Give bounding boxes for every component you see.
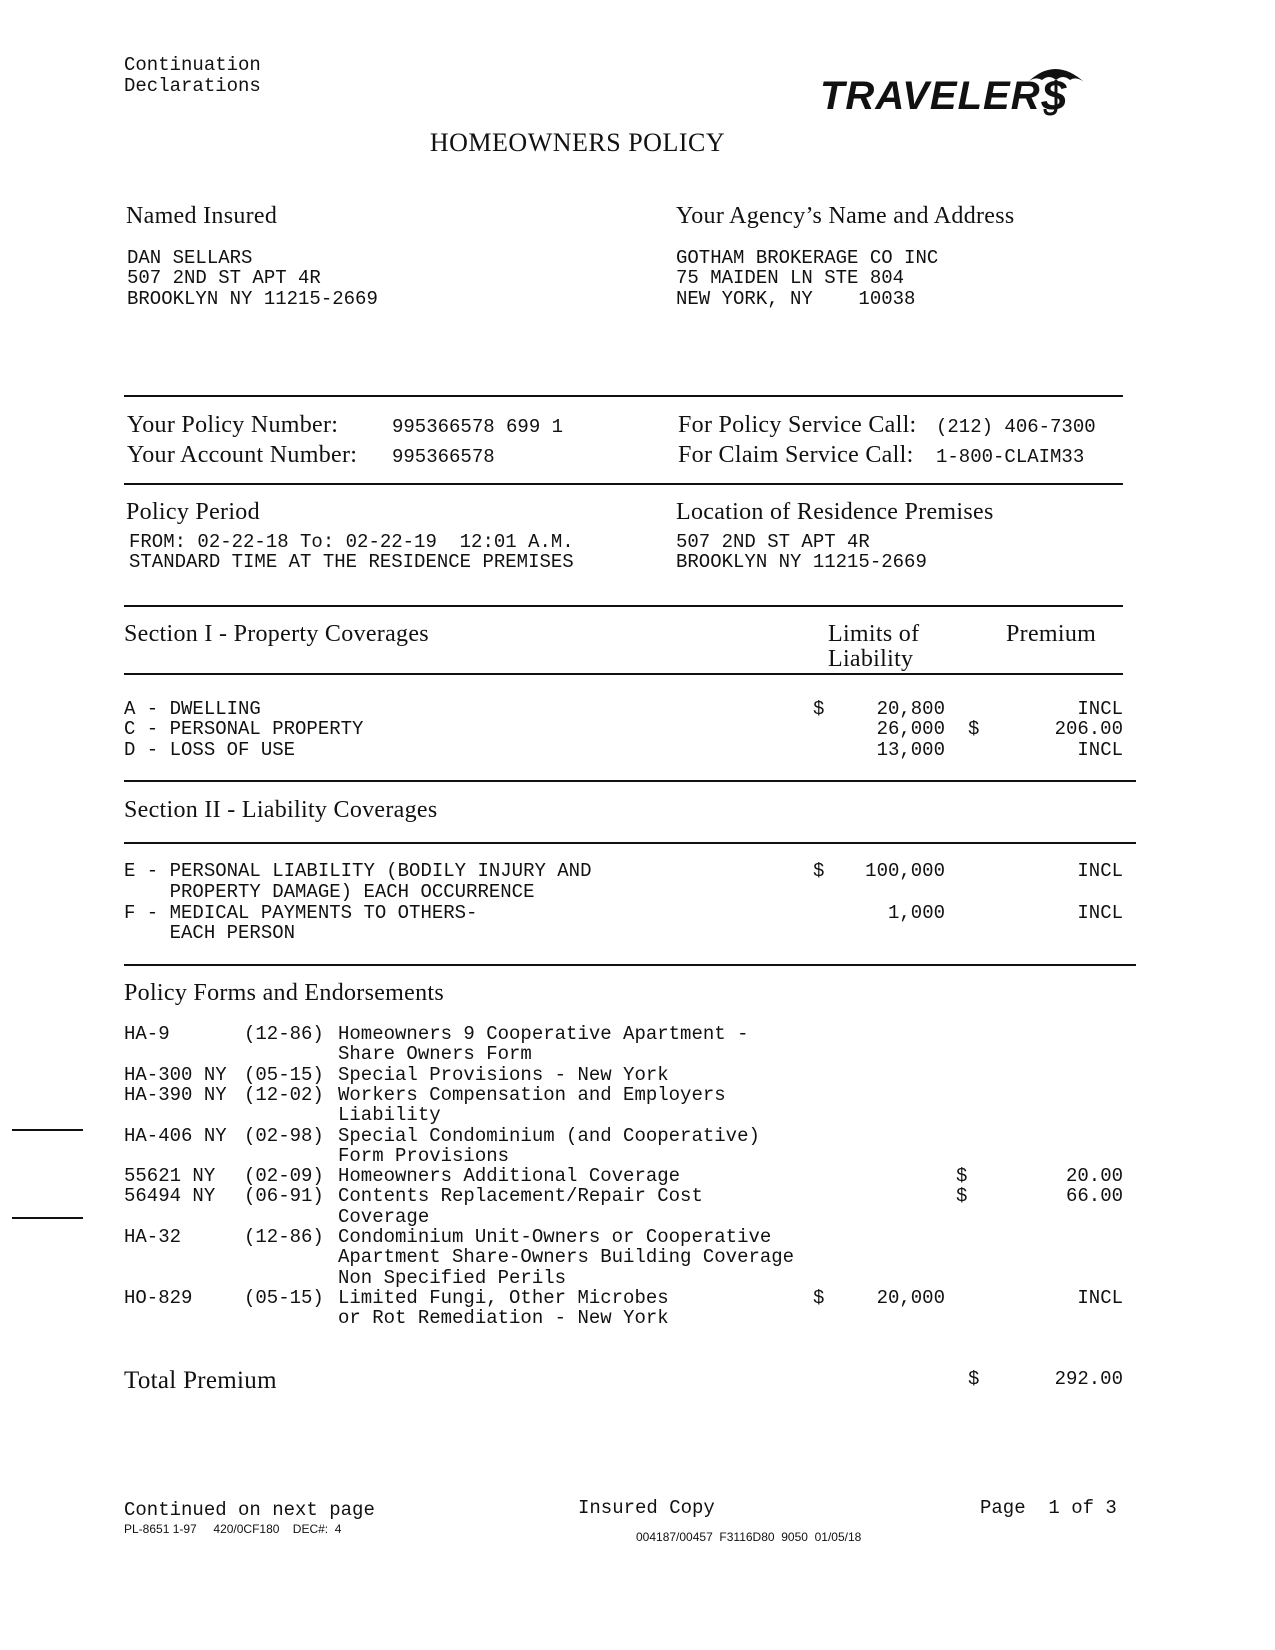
named-insured-label: Named Insured: [126, 203, 278, 229]
coverage-desc: A - DWELLING: [124, 698, 261, 720]
limit-dollar-sign: $: [813, 860, 825, 882]
agency-address-1: 75 MAIDEN LN STE 804: [676, 267, 905, 289]
account-number-label: Your Account Number:: [127, 442, 358, 468]
coverage-desc: E - PERSONAL LIABILITY (BODILY INJURY AND: [124, 860, 592, 882]
total-premium-amount: 292.00: [1054, 1368, 1123, 1390]
section2-title: Section II - Liability Coverages: [124, 797, 438, 823]
form-premium: 20.00: [1065, 1165, 1123, 1188]
form-description: Homeowners Additional Coverage: [338, 1165, 681, 1188]
coverage-premium: 206.00: [1054, 718, 1123, 740]
coverage-limit: 20,800: [876, 698, 945, 720]
divider: [124, 605, 1123, 607]
divider: [124, 780, 1136, 782]
brand-wordmark: TRAVELERS: [820, 74, 1069, 118]
section1-title: Section I - Property Coverages: [124, 621, 429, 647]
form-number: HA-32: [124, 1226, 182, 1248]
coverage-desc: D - LOSS OF USE: [124, 739, 296, 761]
form-premium: INCL: [1077, 1286, 1123, 1309]
coverage-limit: 1,000: [887, 902, 945, 924]
claim-service-phone: 1-800-CLAIM33: [936, 446, 1085, 468]
total-dollar-sign: $: [968, 1368, 980, 1390]
form-limit: 20,000: [876, 1286, 945, 1309]
location-line-2: BROOKLYN NY 11215-2669: [676, 551, 927, 573]
coverage-limit: 13,000: [876, 739, 945, 761]
doc-type-line1: Continuation: [124, 54, 261, 76]
form-number: 55621 NY: [124, 1165, 216, 1188]
form-number: HA-406 NY: [124, 1124, 227, 1147]
form-description: Share Owners Form: [338, 1043, 532, 1066]
form-description: Apartment Share-Owners Building Coverage: [338, 1246, 795, 1269]
form-edition-date: (12-02): [244, 1083, 324, 1106]
form-code: PL-8651 1-97 420/0CF180 DEC#: 4: [124, 1522, 342, 1536]
agency-label: Your Agency’s Name and Address: [676, 203, 1015, 229]
premium-header: Premium: [1006, 621, 1097, 647]
location-line-1: 507 2ND ST APT 4R: [676, 531, 870, 553]
form-description: Workers Compensation and Employers: [338, 1083, 726, 1106]
form-edition-date: (12-86): [244, 1226, 324, 1248]
form-description: or Rot Remediation - New York: [338, 1307, 669, 1330]
form-description: Non Specified Perils: [338, 1266, 567, 1289]
premium-dollar-sign: $: [956, 1165, 968, 1188]
form-description: Form Provisions: [338, 1144, 510, 1167]
coverage-desc: F - MEDICAL PAYMENTS TO OTHERS-: [124, 902, 478, 924]
form-edition-date: (02-98): [244, 1124, 324, 1147]
agency-address-2: NEW YORK, NY 10038: [676, 288, 916, 310]
agency-name: GOTHAM BROKERAGE CO INC: [676, 247, 939, 269]
divider: [124, 964, 1136, 966]
divider: [124, 395, 1123, 397]
policy-period-note: STANDARD TIME AT THE RESIDENCE PREMISES: [129, 551, 574, 573]
change-bar: [12, 1129, 83, 1131]
form-description: Limited Fungi, Other Microbes: [338, 1286, 669, 1309]
divider: [124, 673, 1123, 675]
coverage-premium: INCL: [1077, 860, 1123, 882]
coverage-premium: INCL: [1077, 698, 1123, 720]
policy-period-label: Policy Period: [126, 499, 260, 525]
forms-title: Policy Forms and Endorsements: [124, 980, 445, 1006]
change-bar: [12, 1217, 83, 1219]
umbrella-icon: [1020, 60, 1090, 120]
form-number: HA-390 NY: [124, 1083, 227, 1106]
claim-service-label: For Claim Service Call:: [678, 442, 914, 468]
coverage-limit: 100,000: [865, 860, 945, 882]
form-description: Coverage: [338, 1205, 430, 1228]
coverage-desc-cont: EACH PERSON: [124, 922, 296, 944]
coverage-desc-cont: PROPERTY DAMAGE) EACH OCCURRENCE: [124, 881, 535, 903]
limits-header-2: Liability: [828, 646, 914, 672]
limit-dollar-sign: $: [813, 698, 825, 720]
form-edition-date: (02-09): [244, 1165, 324, 1188]
form-description: Special Condominium (and Cooperative): [338, 1124, 760, 1147]
form-description: Contents Replacement/Repair Cost: [338, 1185, 703, 1208]
policy-service-label: For Policy Service Call:: [678, 412, 917, 438]
policy-service-phone: (212) 406-7300: [936, 416, 1096, 438]
page-title: HOMEOWNERS POLICY: [429, 128, 726, 157]
limits-header-1: Limits of: [828, 621, 920, 647]
doc-type-line2: Declarations: [124, 75, 261, 97]
insured-address-2: BROOKLYN NY 11215-2669: [127, 288, 378, 310]
page-number: Page 1 of 3: [980, 1497, 1117, 1519]
form-edition-date: (12-86): [244, 1023, 324, 1045]
travelers-logo: [820, 60, 1090, 120]
form-description: Special Provisions - New York: [338, 1063, 669, 1086]
copy-label: Insured Copy: [578, 1497, 715, 1519]
policy-number-label: Your Policy Number:: [127, 412, 339, 438]
form-description: Condominium Unit-Owners or Cooperative: [338, 1226, 772, 1248]
limit-dollar-sign: $: [813, 1286, 825, 1309]
insured-name: DAN SELLARS: [127, 247, 253, 269]
form-number: HA-300 NY: [124, 1063, 227, 1086]
insured-address-1: 507 2ND ST APT 4R: [127, 267, 321, 289]
form-number: 56494 NY: [124, 1185, 216, 1208]
form-number: HO-829: [124, 1286, 193, 1309]
document-code: 004187/00457 F3116D80 9050 01/05/18: [636, 1530, 862, 1544]
premium-dollar-sign: $: [968, 718, 980, 740]
form-description: Homeowners 9 Cooperative Apartment -: [338, 1023, 749, 1045]
form-edition-date: (05-15): [244, 1286, 324, 1309]
form-edition-date: (06-91): [244, 1185, 324, 1208]
coverage-premium: INCL: [1077, 739, 1123, 761]
form-premium: 66.00: [1065, 1185, 1123, 1208]
coverage-desc: C - PERSONAL PROPERTY: [124, 718, 364, 740]
form-number: HA-9: [124, 1023, 170, 1045]
account-number: 995366578: [392, 446, 495, 468]
coverage-limit: 26,000: [876, 718, 945, 740]
premium-dollar-sign: $: [956, 1185, 968, 1208]
coverage-premium: INCL: [1077, 902, 1123, 924]
form-description: Liability: [338, 1104, 441, 1127]
location-label: Location of Residence Premises: [676, 499, 994, 525]
divider: [124, 842, 1136, 844]
policy-number: 995366578 699 1: [392, 416, 564, 438]
continued-note: Continued on next page: [124, 1499, 375, 1521]
policy-period-dates: FROM: 02-22-18 To: 02-22-19 12:01 A.M.: [129, 531, 574, 553]
total-premium-label: Total Premium: [124, 1367, 277, 1394]
divider: [124, 483, 1123, 485]
form-edition-date: (05-15): [244, 1063, 324, 1086]
